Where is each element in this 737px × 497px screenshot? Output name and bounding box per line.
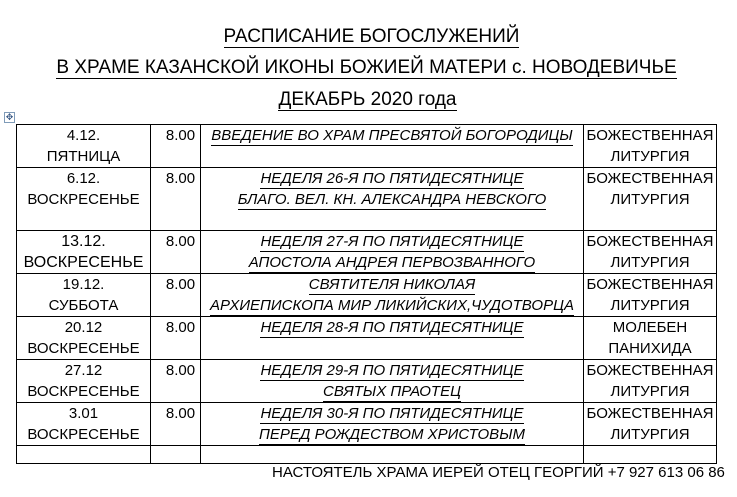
event-line-1: ВВЕДЕНИЕ ВО ХРАМ ПРЕСВЯТОЙ БОГОРОДИЦЫ [211, 127, 573, 144]
date-value: 27.12 [64, 362, 103, 379]
time-value: 8.00 [165, 233, 196, 250]
weekday-value: ВОСКРЕСЕНЬЕ [27, 340, 140, 357]
service-cell [584, 168, 717, 231]
time-cell [151, 125, 201, 168]
date-cell [17, 317, 151, 360]
time-value: 8.00 [165, 127, 196, 144]
service-line-1: БОЖЕСТВЕННАЯ [586, 405, 714, 422]
service-cell [584, 231, 717, 274]
table-row [17, 360, 717, 403]
weekday-value: ВОСКРЕСЕНЬЕ [23, 254, 144, 271]
time-cell [151, 274, 201, 317]
rector-contact: НАСТОЯТЕЛЬ ХРАМА ИЕРЕЙ ОТЕЦ ГЕОРГИЙ +7 927 613 06 86 [272, 464, 725, 481]
time-cell [151, 231, 201, 274]
service-line-2: ЛИТУРГИЯ [610, 426, 690, 443]
title-line-3: ДЕКАБРЬ 2020 года [278, 89, 457, 110]
empty-cell [201, 446, 584, 464]
weekday-value: ПЯТНИЦА [46, 148, 121, 165]
date-value: 13.12. [61, 233, 106, 250]
time-value: 8.00 [165, 276, 196, 293]
date-value: 6.12. [66, 170, 101, 187]
time-value: 8.00 [165, 405, 196, 422]
date-cell [17, 403, 151, 446]
event-line-1: НЕДЕЛЯ 30-Я ПО ПЯТИДЕСЯТНИЦЕ [260, 405, 524, 422]
event-line-1: СВЯТИТЕЛЯ НИКОЛАЯ [308, 276, 476, 293]
service-line-1: БОЖЕСТВЕННАЯ [586, 127, 714, 144]
table-row [17, 403, 717, 446]
event-line-2: БЛАГО. ВЕЛ. КН. АЛЕКСАНДРА НЕВСКОГО [237, 191, 547, 208]
schedule-table [16, 124, 717, 464]
event-cell [201, 360, 584, 403]
event-cell [201, 125, 584, 168]
service-cell [584, 274, 717, 317]
table-move-handle-icon[interactable]: ✥ [5, 112, 14, 122]
time-value: 8.00 [165, 319, 196, 336]
event-line-1: НЕДЕЛЯ 28-Я ПО ПЯТИДЕСЯТНИЦЕ [260, 319, 524, 336]
event-line-2: СВЯТЫХ ПРАОТЕЦ [323, 383, 461, 400]
service-line-1: МОЛЕБЕН [612, 319, 688, 336]
weekday-value: ВОСКРЕСЕНЬЕ [27, 426, 140, 443]
church-name [0, 57, 735, 79]
date-value: 19.12. [62, 276, 105, 293]
time-cell [151, 317, 201, 360]
table-row [17, 125, 717, 168]
service-line-1: БОЖЕСТВЕННАЯ [586, 362, 714, 379]
title-line-2: В ХРАМЕ КАЗАНСКОЙ ИКОНЫ БОЖИЕЙ МАТЕРИ с. НОВОДЕВИЧЬЕ [56, 57, 677, 78]
event-cell [201, 403, 584, 446]
weekday-value: ВОСКРЕСЕНЬЕ [27, 191, 140, 208]
service-cell [584, 360, 717, 403]
event-cell [201, 231, 584, 274]
title-line-1: РАСПИСАНИЕ БОГОСЛУЖЕНИЙ [223, 26, 520, 47]
weekday-value: ВОСКРЕСЕНЬЕ [27, 383, 140, 400]
event-line-2: АПОСТОЛА АНДРЕЯ ПЕРВОЗВАННОГО [248, 254, 536, 271]
date-cell [17, 125, 151, 168]
event-line-2: ПЕРЕД РОЖДЕСТВОМ ХРИСТОВЫМ [259, 426, 525, 443]
date-cell [17, 274, 151, 317]
service-line-2: ЛИТУРГИЯ [610, 148, 690, 165]
table-row [17, 231, 717, 274]
time-cell [151, 168, 201, 231]
event-line-1: НЕДЕЛЯ 27-Я ПО ПЯТИДЕСЯТНИЦЕ [260, 233, 524, 250]
service-cell [584, 125, 717, 168]
date-cell [17, 360, 151, 403]
table-row [17, 168, 717, 231]
service-cell [584, 403, 717, 446]
date-value: 3.01 [68, 405, 99, 422]
event-line-1: НЕДЕЛЯ 29-Я ПО ПЯТИДЕСЯТНИЦЕ [260, 362, 524, 379]
date-value: 4.12. [66, 127, 101, 144]
date-value: 20.12 [64, 319, 103, 336]
event-cell [201, 317, 584, 360]
table-row [17, 317, 717, 360]
event-cell [201, 274, 584, 317]
service-line-2: ЛИТУРГИЯ [610, 297, 690, 314]
empty-cell [151, 446, 201, 464]
time-cell [151, 403, 201, 446]
event-cell [201, 168, 584, 231]
service-line-2: ЛИТУРГИЯ [610, 191, 690, 208]
date-cell [17, 231, 151, 274]
service-line-1: БОЖЕСТВЕННАЯ [586, 170, 714, 187]
event-line-2: АРХИЕПИСКОПА МИР ЛИКИЙСКИХ,ЧУДОТВОРЦА [209, 297, 574, 314]
table-row-empty [17, 446, 717, 464]
service-line-1: БОЖЕСТВЕННАЯ [586, 233, 714, 250]
schedule-title [3, 26, 737, 48]
event-line-1: НЕДЕЛЯ 26-Я ПО ПЯТИДЕСЯТНИЦЕ [260, 170, 524, 187]
service-line-2: ЛИТУРГИЯ [610, 254, 690, 271]
weekday-value: СУББОТА [48, 297, 119, 314]
month-heading [0, 89, 736, 111]
date-cell [17, 168, 151, 231]
table-row [17, 274, 717, 317]
service-line-2: ЛИТУРГИЯ [610, 383, 690, 400]
empty-cell [584, 446, 717, 464]
time-value: 8.00 [165, 362, 196, 379]
time-value: 8.00 [165, 170, 196, 187]
service-line-2: ПАНИХИДА [608, 340, 692, 357]
service-cell [584, 317, 717, 360]
service-line-1: БОЖЕСТВЕННАЯ [586, 276, 714, 293]
empty-cell [17, 446, 151, 464]
time-cell [151, 360, 201, 403]
